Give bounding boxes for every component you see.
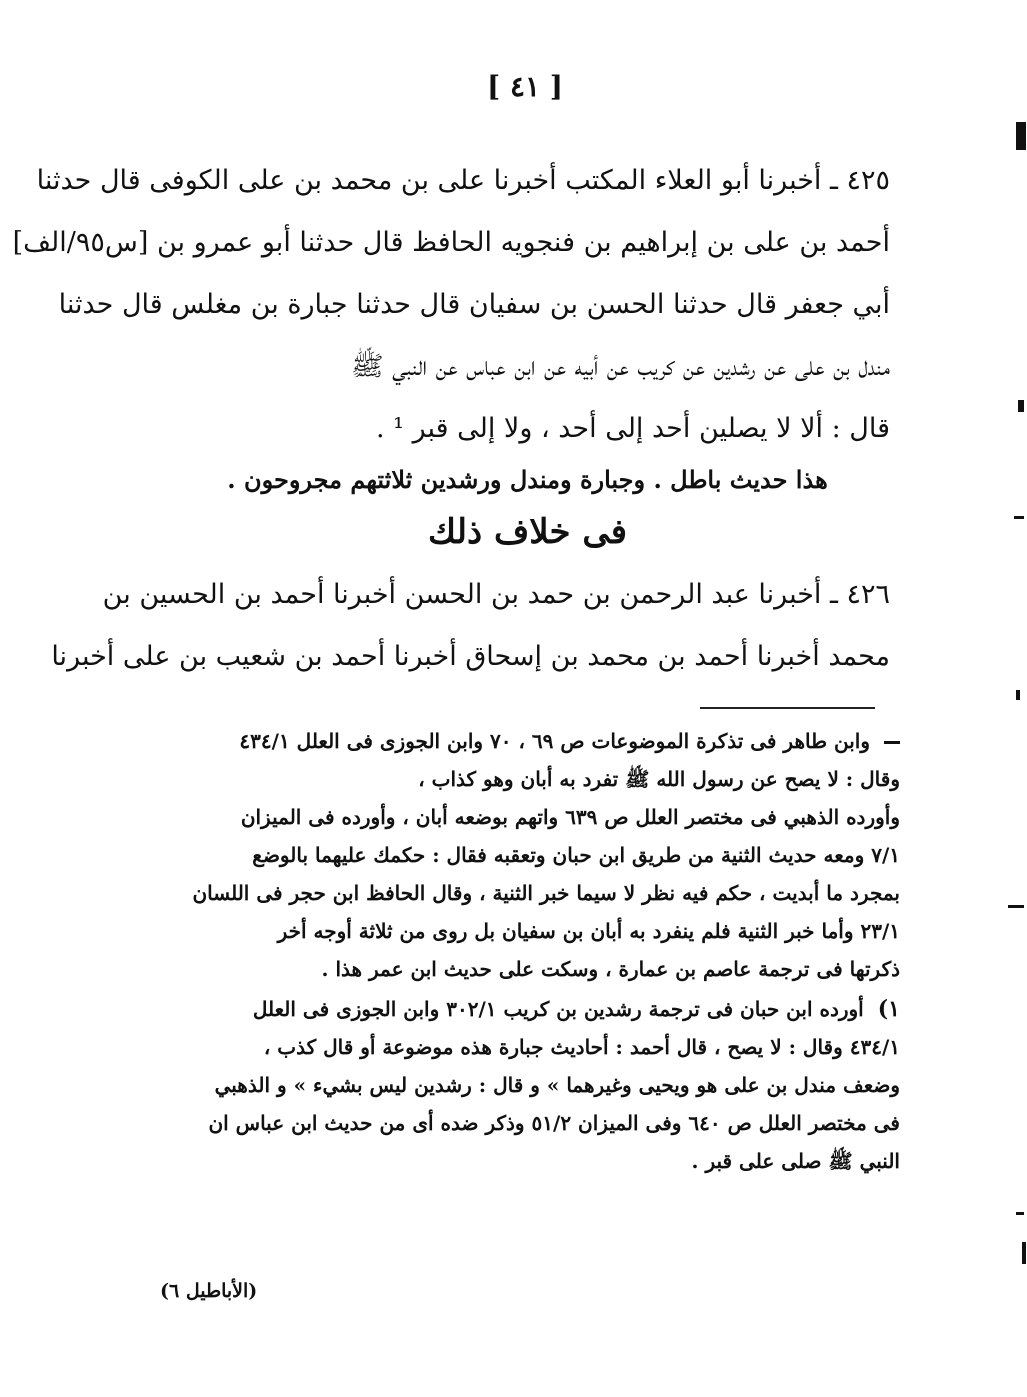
scan-edge-mark	[1022, 1242, 1026, 1264]
scan-edge-mark	[1016, 690, 1020, 700]
continuation-dash-icon	[884, 741, 900, 744]
footnote-continuation	[165, 722, 900, 988]
footnote-line: وأورده الذهبي فى مختصر العلل ص ٦٣٩ واتهم بوضعه أبان ، وأورده فى الميزان	[240, 805, 900, 829]
page-number: [ ٤١ ]	[486, 70, 564, 103]
footnotes	[165, 722, 900, 1180]
text-line: محمد أخبرنا أحمد بن محمد بن إسحاق أخبرنا أحمد بن شعيب بن على أخبرنا	[51, 641, 890, 672]
footnote-line: وضعف مندل بن على هو ويحيى وغيرهما » و قال : رشدين ليس بشيء » و الذهبي	[214, 1073, 900, 1097]
section-heading: فى خلاف ذلك	[428, 512, 627, 552]
footnote-line: ٤٣٤/١ وقال : لا يصح ، قال أحمد : أحاديث جبارة هذه موضوعة أو قال كذب ،	[263, 1035, 900, 1059]
footnote-marker: ١)	[877, 996, 900, 1022]
text-line: أحمد بن على بن إبراهيم بن فنجويه الحافظ قال حدثنا أبو عمرو بن [س٩٥/الف]	[12, 227, 890, 258]
scan-edge-mark	[1016, 1212, 1024, 1215]
scan-edge-mark	[1014, 516, 1024, 519]
hadith-425	[12, 150, 890, 460]
text-line: قال : ألا لا يصلين أحد إلى أحد ، ولا إلى قبر ¹ .	[376, 413, 890, 444]
text-line: ٤٢٦ ـ أخبرنا عبد الرحمن بن حمد بن الحسن أخبرنا أحمد بن الحسين بن	[102, 579, 890, 610]
footnote-line: ٧/١ ومعه حديث الثنية من طريق ابن حبان وتعقبه فقال : حكمك عليهما بالوضع	[252, 843, 900, 867]
footnote-line: بمجرد ما أبديت ، حكم فيه نظر لا سيما خبر الثنية ، وقال الحافظ ابن حجر فى اللسان	[192, 881, 900, 905]
footnote-line: ٢٣/١ وأما خبر الثنية فلم ينفرد به أبان بن سفيان بل روى من ثلاثة أوجه أخر	[277, 919, 900, 943]
scan-edge-mark	[1016, 122, 1026, 150]
footnote-line: وقال : لا يصح عن رسول الله ﷺ تفرد به أبان وهو كذاب ،	[418, 767, 900, 791]
text-line: أبي جعفر قال حدثنا الحسن بن سفيان قال حدثنا جبارة بن مغلس قال حدثنا	[58, 289, 890, 320]
text-line: مندل بن على عن رشدين عن كريب عن أبيه عن ابن عباس عن النبي ﷺ	[350, 351, 890, 382]
hadith-comment: هذا حديث باطل . وجبارة ومندل ورشدين ثلاثتهم مجروحون .	[227, 465, 828, 494]
footnote-divider	[700, 707, 875, 709]
hadith-426	[51, 564, 890, 688]
footnote-line: وابن طاهر فى تذكرة الموضوعات ص ٦٩ ، ٧٠ وابن الجوزى فى العلل ٤٣٤/١	[165, 722, 900, 760]
footnote-line: النبي ﷺ صلى على قبر .	[691, 1149, 900, 1173]
footnote-line: فى مختصر العلل ص ٦٤٠ وفى الميزان ٥١/٢ وذكر ضده أى من حديث ابن عباس ان	[208, 1111, 900, 1135]
printer-signature: (الأباطيل ٦)	[160, 1280, 258, 1302]
text-line: ٤٢٥ ـ أخبرنا أبو العلاء المكتب أخبرنا على بن محمد بن على الكوفى قال حدثنا	[36, 165, 890, 196]
scan-edge-mark	[1018, 400, 1024, 412]
main-text	[12, 150, 890, 688]
scan-edge-mark	[1008, 905, 1024, 908]
footnote-1	[165, 990, 900, 1180]
footnote-line: ١)أورده ابن حبان فى ترجمة رشدين بن كريب ٣٠٢/١ وابن الجوزى فى العلل	[252, 996, 900, 1022]
footnote-line: ذكرتها فى ترجمة عاصم بن عمارة ، وسكت على حديث ابن عمر هذا .	[321, 957, 900, 981]
